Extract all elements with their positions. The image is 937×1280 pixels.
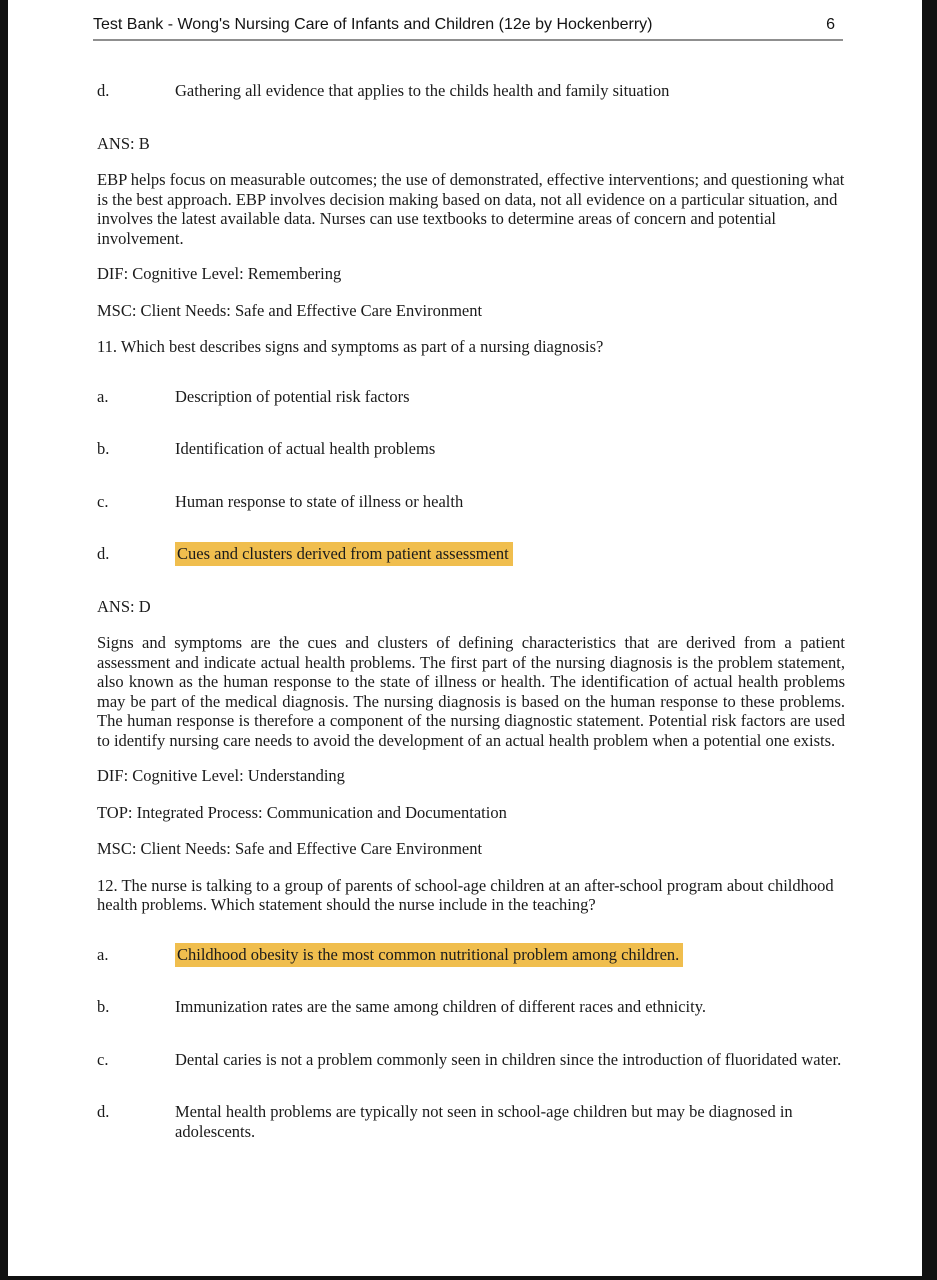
answer-option [97, 1050, 845, 1070]
question-stem: 12. The nurse is talking to a group of parents of school-age children at an after-school program about childhood health problems. Which statement should the nurse include in the teaching? [97, 875, 834, 914]
bottom-black-border [0, 1276, 937, 1280]
option-letter: c. [97, 491, 109, 511]
rationale-paragraph: EBP helps focus on measurable outcomes; the use of demonstrated, effective interventions; and questioning what is the best approach. EBP involves decision making based on data, not all evidence on a particular situation, and involves the latest available data. Nurses can use textbooks to determine areas of concern and potential involvement. [97, 170, 845, 248]
option-text-inner: Human response to state of illness or health [175, 491, 464, 511]
answer-option [97, 1102, 845, 1141]
option-text-inner: Mental health problems are typically not seen in school-age children but may be diagnosed in adolescents. [175, 1102, 793, 1141]
document-title: Test Bank - Wong's Nursing Care of Infants and Children (12e by Hockenberry) [93, 16, 653, 33]
option-text [175, 1050, 845, 1070]
right-black-border [922, 0, 937, 1280]
option-text-inner: Identification of actual health problems [175, 439, 436, 458]
dif-line: DIF: Cognitive Level: Understanding [97, 766, 345, 785]
option-letter: d. [97, 81, 110, 100]
option-text [175, 1102, 845, 1141]
answer-option [97, 387, 845, 407]
answer-line: ANS: B [97, 133, 150, 153]
option-text [175, 81, 845, 101]
msc-line: MSC: Client Needs: Safe and Effective Care Environment [97, 300, 483, 320]
option-text-inner: Immunization rates are the same among children of different races and ethnicity. [175, 997, 706, 1016]
question-stem: 11. Which best describes signs and symptoms as part of a nursing diagnosis? [97, 337, 604, 356]
option-letter: b. [97, 439, 110, 458]
option-letter: d. [97, 544, 110, 563]
msc-line: MSC: Client Needs: Safe and Effective Care Environment [97, 839, 483, 858]
answer-option [97, 81, 845, 101]
option-text [175, 387, 845, 407]
option-letter: a. [97, 386, 109, 406]
answer-option-highlighted [97, 544, 845, 564]
rationale-paragraph: Signs and symptoms are the cues and clusters of defining characteristics that are derived from a patient assessment and indicate actual health problems. The first part of the nursing diagnosis is the problem statement, also known as the human response to the state of illness or health. The identification of actual health problems may be part of the medical diagnosis. The nursing diagnosis is based on the human response to these problems. The human response is therefore a component of the nursing diagnostic statement. Potential risk factors are used to identify nursing care needs to avoid the development of an actual health problem when a potential one exists. [97, 633, 845, 750]
page-content [8, 41, 922, 1141]
option-letter: a. [97, 944, 109, 964]
option-text-inner: Description of potential risk factors [175, 386, 410, 406]
option-text-inner: Gathering all evidence that applies to the childs health and family situation [175, 81, 670, 100]
option-letter: d. [97, 1102, 110, 1121]
left-black-border [0, 0, 8, 1280]
option-text [175, 544, 845, 564]
answer-option-highlighted [97, 945, 845, 965]
page-number: 6 [826, 16, 835, 33]
option-letter: b. [97, 997, 110, 1016]
option-letter: c. [97, 1049, 109, 1069]
option-text [175, 439, 845, 459]
top-line: TOP: Integrated Process: Communication and Documentation [97, 802, 507, 822]
option-text-inner: Childhood obesity is the most common nutritional problem among children. [175, 943, 683, 967]
option-text-inner: Cues and clusters derived from patient assessment [175, 542, 513, 566]
answer-option [97, 439, 845, 459]
document-page [8, 0, 922, 1276]
answer-option [97, 997, 845, 1017]
answer-option [97, 492, 845, 512]
page-header [93, 16, 843, 41]
answer-line: ANS: D [97, 596, 151, 616]
dif-line: DIF: Cognitive Level: Remembering [97, 264, 342, 283]
option-text-inner: Dental caries is not a problem commonly seen in children since the introduction of fluoridated water. [175, 1049, 842, 1069]
option-text [175, 997, 845, 1017]
option-text [175, 945, 845, 965]
option-text [175, 492, 845, 512]
